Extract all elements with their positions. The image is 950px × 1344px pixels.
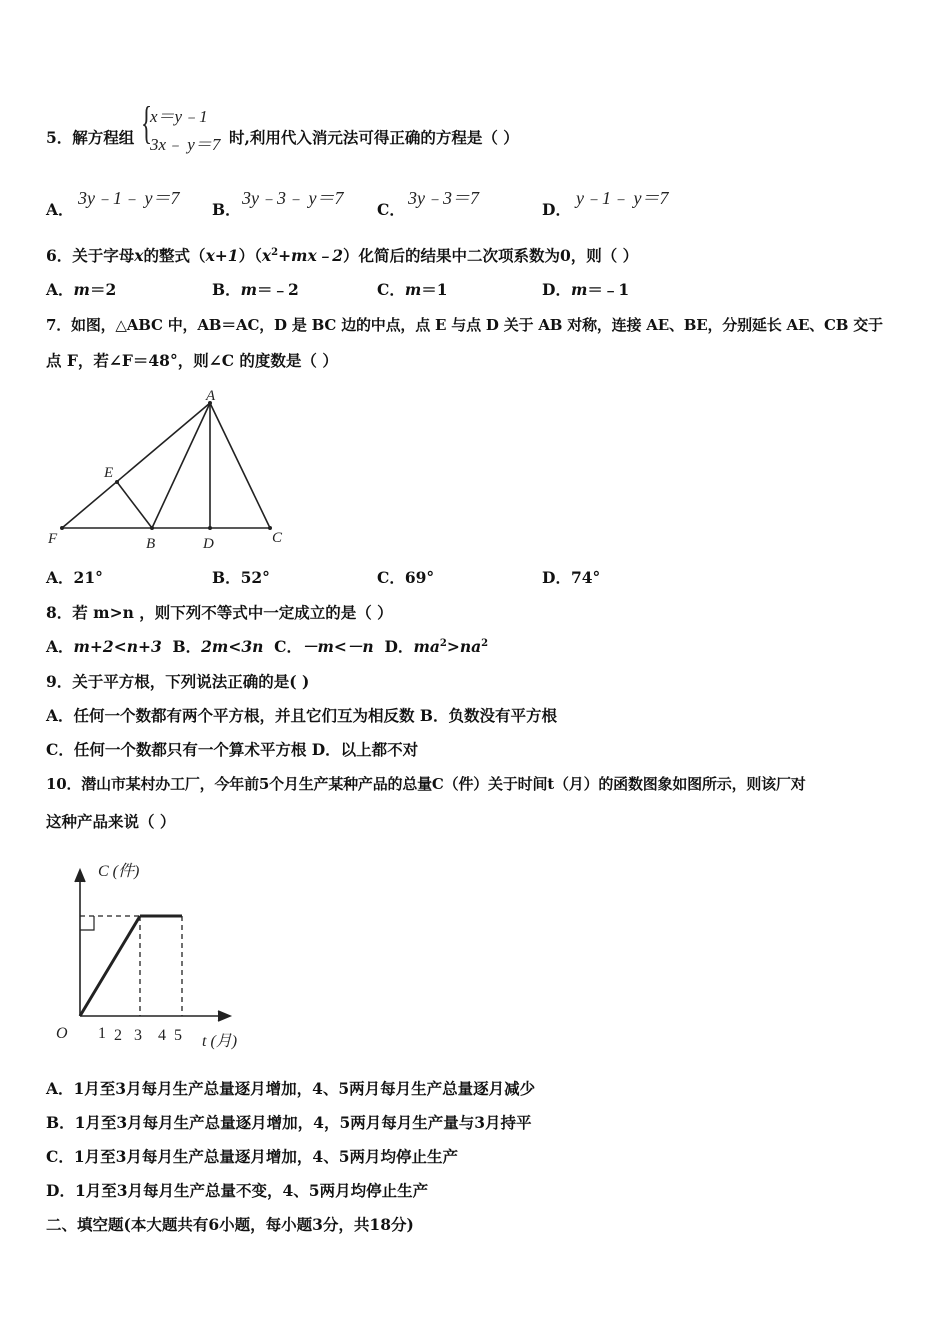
q5-prefix: 解方程组 xyxy=(72,128,135,147)
q7-triangle-figure xyxy=(40,385,300,555)
option-value: 2m<3n xyxy=(201,637,264,656)
option-label: C． xyxy=(377,568,405,587)
option-value: ＝﹣2 xyxy=(257,280,299,299)
q10-stem-line1: 10．潜山市某村办工厂，今年前5个月生产某种产品的总量C（件）关于时间t（月）的函数图象如图所示，则该厂对 xyxy=(46,775,806,793)
exponent: 2 xyxy=(439,637,447,649)
q6-var: x xyxy=(134,246,144,265)
label-f: F xyxy=(48,531,58,547)
option-label: C． xyxy=(377,280,405,299)
q5-option-c-value: 3y﹣3＝7 xyxy=(408,188,479,208)
rising-segment xyxy=(80,916,140,1016)
option-value: ＝﹣1 xyxy=(587,280,630,299)
q7-stem-line2: 点 F，若∠F＝48°，则∠C 的度数是（ ） xyxy=(46,351,338,370)
x-axis-label: t (月) xyxy=(202,1033,238,1050)
q5-brace: { xyxy=(141,97,153,148)
q6-option-a xyxy=(46,280,116,300)
q6-option-d xyxy=(542,280,629,300)
option-label: B． xyxy=(212,280,241,299)
option-value: ma xyxy=(413,637,440,656)
q10-option-d: D．1月至3月每月生产总量不变，4、5两月均停止生产 xyxy=(46,1181,429,1200)
option-var: m xyxy=(404,280,422,299)
option-label: D． xyxy=(384,637,414,656)
right-angle-mark xyxy=(80,916,94,930)
x-tick-2: 2 xyxy=(114,1027,122,1044)
x-axis-arrow xyxy=(218,1011,230,1021)
q5-option-d-label: D． xyxy=(542,200,571,219)
option-value: 69° xyxy=(404,568,435,587)
option-value: 52° xyxy=(240,568,270,587)
option-label: A． xyxy=(46,637,74,656)
option-value: －m<－n xyxy=(302,637,374,656)
option-var: m xyxy=(73,280,90,299)
q6-option-b xyxy=(212,280,299,300)
option-label: D． xyxy=(542,568,571,587)
point-d xyxy=(208,526,212,530)
q6-factor1: x+1 xyxy=(205,246,239,265)
q5-option-a-value: 3y﹣1﹣ y＝7 xyxy=(78,188,180,208)
option-value: ＝1 xyxy=(421,280,448,299)
option-label: C． xyxy=(274,637,303,656)
segment-eb xyxy=(117,482,152,528)
x-tick-5: 5 xyxy=(174,1027,182,1044)
q5-suffix: 时,利用代入消元法可得正确的方程是（ ） xyxy=(229,128,519,147)
label-a: A xyxy=(206,388,216,404)
q7-option-c xyxy=(377,568,434,588)
q6-text: ）化简后的结果中二次项系数为0，则（ ） xyxy=(342,246,639,265)
x-tick-3: 3 xyxy=(134,1027,142,1044)
q5-option-a-label: A． xyxy=(46,200,74,219)
q5-option-b-value: 3y﹣3﹣ y＝7 xyxy=(242,188,344,208)
q6-text: 6．关于字母 xyxy=(46,246,135,265)
point-b xyxy=(150,526,154,530)
q7-option-d xyxy=(542,568,600,588)
option-label: D． xyxy=(542,280,571,299)
q8-stem: 8．若 m>n ，则下列不等式中一定成立的是（ ） xyxy=(46,603,393,622)
q6-text: 的整式（ xyxy=(143,246,206,265)
option-value: ＝2 xyxy=(89,280,117,299)
q5-option-c-label: C． xyxy=(377,200,405,219)
q5-option-b-label: B． xyxy=(212,200,241,219)
option-value: 74° xyxy=(570,568,601,587)
q10-stem-line2: 这种产品来说（ ） xyxy=(46,812,176,831)
q7-stem-line1: 7．如图，△ABC 中，AB＝AC，D 是 BC 边的中点，点 E 与点 D 关于 AB 对称，连接 AE、BE，分别延长 AE、CB 交于 xyxy=(46,316,883,334)
q5-number: 5． xyxy=(46,128,73,147)
option-label: A． xyxy=(46,280,74,299)
option-value: >na xyxy=(446,637,482,656)
q5-equation-2: 3x﹣ y＝7 xyxy=(150,135,221,154)
q9-options-cd: C．任何一个数都只有一个算术平方根 D．以上都不对 xyxy=(46,740,419,759)
q5-option-d-value: y﹣1﹣ y＝7 xyxy=(576,188,669,208)
point-e xyxy=(115,480,119,484)
q6-text: ）（ xyxy=(238,246,262,265)
label-c: C xyxy=(272,530,283,546)
label-b: B xyxy=(146,536,156,552)
label-e: E xyxy=(104,465,114,481)
option-value: 21° xyxy=(73,568,103,587)
q10-production-chart xyxy=(50,858,260,1058)
q9-stem: 9．关于平方根，下列说法正确的是( ) xyxy=(46,672,310,691)
exponent: 2 xyxy=(481,637,489,649)
q7-option-a xyxy=(46,568,103,588)
x-tick-4: 4 xyxy=(158,1027,166,1044)
q6-stem xyxy=(46,246,638,266)
q6-factor2: +mx﹣2 xyxy=(278,246,343,265)
y-axis-arrow xyxy=(75,870,85,882)
segment-ac xyxy=(210,403,270,528)
q10-option-c: C．1月至3月每月生产总量逐月增加，4、5两月均停止生产 xyxy=(46,1147,458,1166)
y-axis-label: C (件) xyxy=(98,863,140,880)
q5-equation-1: x＝y﹣1 xyxy=(150,107,208,126)
q5-stem xyxy=(46,128,134,148)
point-f xyxy=(60,526,64,530)
option-label: A． xyxy=(46,568,74,587)
q7-option-b xyxy=(212,568,270,588)
option-var: m xyxy=(240,280,258,299)
q9-options-ab: A．任何一个数都有两个平方根，并且它们互为相反数 B．负数没有平方根 xyxy=(46,706,558,725)
option-label: B． xyxy=(172,637,202,656)
q10-option-a: A．1月至3月每月生产总量逐月增加，4、5两月每月生产总量逐月减少 xyxy=(46,1079,536,1098)
q6-exponent: 2 xyxy=(271,246,279,258)
q6-x: x xyxy=(261,246,272,265)
option-value: m+2<n+3 xyxy=(73,637,162,656)
q8-options xyxy=(46,637,488,657)
x-tick-1: 1 xyxy=(98,1025,106,1042)
segment-ab xyxy=(152,403,210,528)
q6-option-c xyxy=(377,280,448,300)
segment-af xyxy=(62,403,210,528)
section-2-heading: 二、填空题(本大题共有6小题，每小题3分，共18分) xyxy=(46,1215,414,1234)
label-d: D xyxy=(203,536,214,552)
q10-option-b: B．1月至3月每月生产总量逐月增加，4，5两月每月生产量与3月持平 xyxy=(46,1113,532,1132)
option-label: B． xyxy=(212,568,241,587)
option-var: m xyxy=(570,280,588,299)
origin-label: O xyxy=(56,1025,68,1042)
